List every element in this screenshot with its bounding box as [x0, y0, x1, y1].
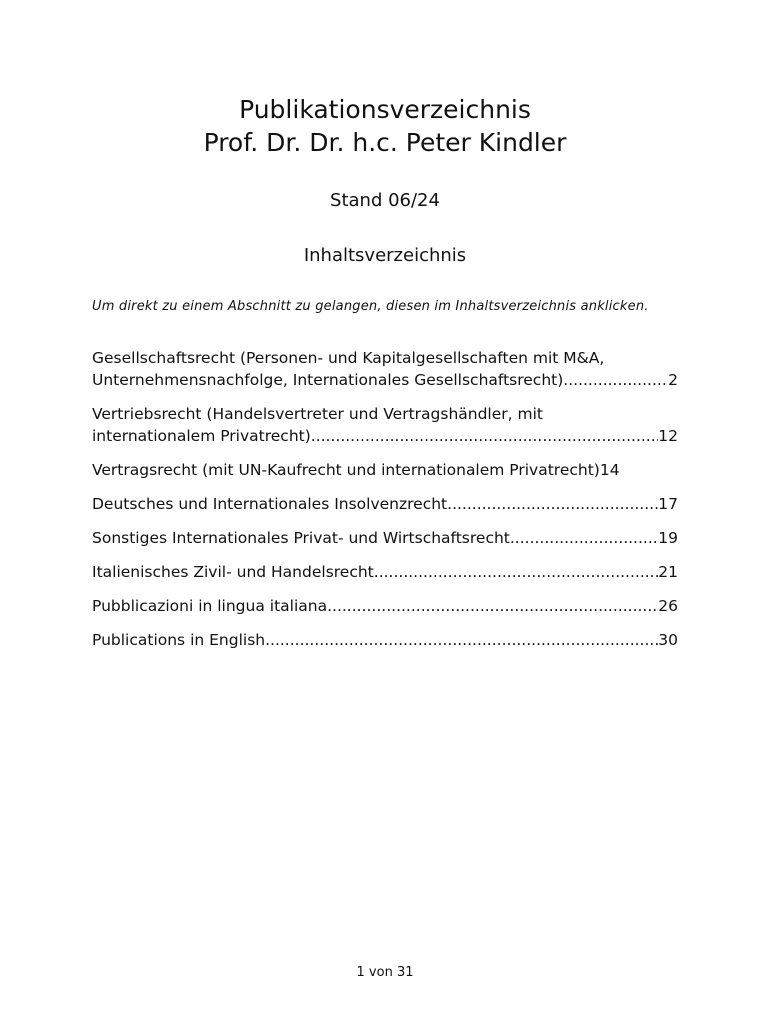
toc-entry-text: internationalem Privatrecht): [92, 427, 311, 445]
toc-entry-text: Italienisches Zivil- und Handelsrecht: [92, 563, 374, 581]
toc-entry-text: Gesellschaftsrecht (Personen- und Kapitalgesellschaften mit M&A,: [92, 349, 605, 367]
dot-leader: [510, 527, 658, 549]
author-name: Prof. Dr. Dr. h.c. Peter Kindler: [203, 128, 567, 157]
toc-link-gesellschaftsrecht[interactable]: [92, 347, 678, 391]
toc-page-number: 17: [658, 495, 678, 513]
table-of-contents: [92, 347, 678, 651]
toc-entry-text: Unternehmensnachfolge, Internationales Gesellschaftsrecht): [92, 371, 564, 389]
document-title: Publikationsverzeichnis: [239, 95, 531, 124]
toc-entry-text: Vertriebsrecht (Handelsvertreter und Vertragshändler, mit: [92, 405, 543, 423]
dot-leader: [327, 595, 658, 617]
dot-leader: [374, 561, 659, 583]
page-number-footer: 1 von 31: [356, 965, 414, 980]
dot-leader: [447, 493, 658, 515]
dot-leader: [265, 629, 658, 651]
toc-link-wirtschaftsrecht[interactable]: [92, 527, 678, 549]
dot-leader: [311, 425, 659, 447]
toc-entry-text: Pubblicazioni in lingua italiana: [92, 597, 328, 615]
toc-link-vertriebsrecht[interactable]: [92, 403, 678, 447]
toc-page-number: 26: [658, 597, 678, 615]
toc-page-number: 12: [658, 427, 678, 445]
toc-page-number: 2: [668, 371, 678, 389]
toc-link-insolvenzrecht[interactable]: [92, 493, 678, 515]
toc-entry-text: Vertragsrecht (mit UN-Kaufrecht und internationalem Privatrecht): [92, 461, 600, 479]
toc-page-number: 14: [599, 461, 620, 479]
toc-heading: Inhaltsverzeichnis: [303, 245, 467, 266]
toc-entry-text: Sonstiges Internationales Privat- und Wirtschaftsrecht: [92, 529, 510, 547]
toc-link-vertragsrecht[interactable]: [92, 459, 678, 481]
toc-link-publications-english[interactable]: [92, 629, 678, 651]
toc-instruction: Um direkt zu einem Abschnitt zu gelangen, diesen im Inhaltsverzeichnis anklicken.: [92, 299, 649, 314]
dot-leader: [563, 369, 668, 391]
toc-link-italienisches-recht[interactable]: [92, 561, 678, 583]
toc-entry-text: Deutsches und Internationales Insolvenzrecht: [92, 495, 448, 513]
toc-page-number: 21: [658, 563, 678, 581]
toc-entry-text: Publications in English: [92, 631, 266, 649]
toc-link-pubblicazioni-italiano[interactable]: [92, 595, 678, 617]
version-date: Stand 06/24: [330, 190, 440, 211]
toc-page-number: 30: [658, 631, 678, 649]
toc-page-number: 19: [658, 529, 678, 547]
